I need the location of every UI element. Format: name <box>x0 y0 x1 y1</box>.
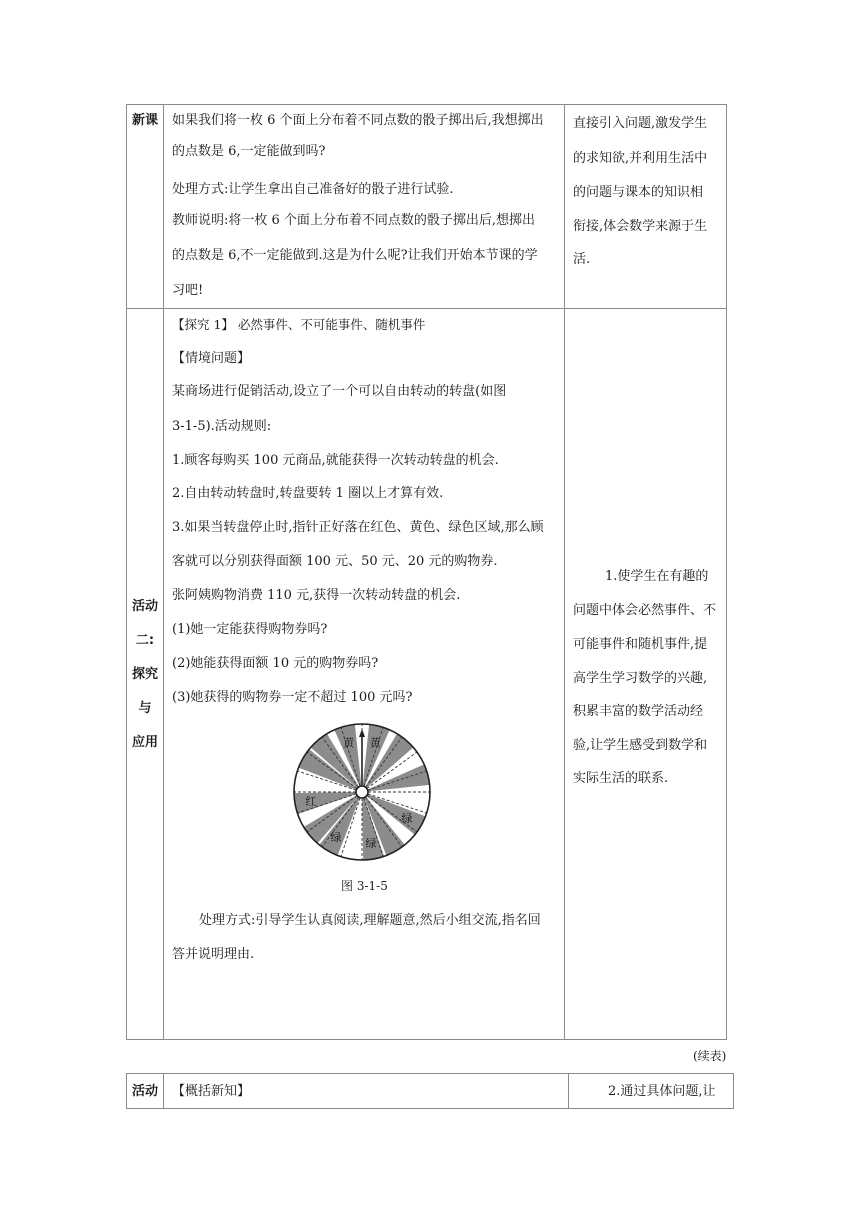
row1-line-3: 处理方式:让学生拿出自己准备好的骰子进行试验. <box>172 182 454 197</box>
row2-note-5: 积累丰富的数学活动经 <box>573 704 704 719</box>
explore-heading: 【探究 1】 必然事件、不可能事件、随机事件 <box>172 317 426 332</box>
row2-line-3: 1.顾客每购买 100 元商品,就能获得一次转动转盘的机会. <box>172 453 499 468</box>
table-border-right <box>726 104 727 1040</box>
scenario-heading: 【情境问题】 <box>172 351 251 366</box>
spinner-label-green: 绿 <box>365 837 377 851</box>
row2-line-7: 张阿姨购物消费 110 元,获得一次转动转盘的机会. <box>172 588 461 603</box>
spinner-label-green: 绿 <box>401 812 413 825</box>
row1-line-2: 的点数是 6,一定能做到吗? <box>172 144 326 159</box>
continued-label: (续表) <box>693 1049 727 1063</box>
row2-label-line: 与 <box>138 701 152 716</box>
row3-note: 2.通过具体问题,让 <box>608 1084 716 1099</box>
spinner-pointer-head <box>359 729 365 737</box>
table-col-divider-2 <box>564 104 565 1040</box>
row1-line-4: 教师说明:将一枚 6 个面上分布着不同点数的骰子掷出后,想掷出 <box>172 213 536 228</box>
method-line-2: 答并说明理由. <box>172 947 255 962</box>
table2-col-divider-2 <box>568 1073 569 1109</box>
table-row-divider <box>126 308 727 309</box>
row2-label-line: 应用 <box>131 735 158 750</box>
spinner-label-yellow: 黄 <box>343 736 355 750</box>
table2-border-right <box>733 1073 734 1109</box>
table-border-left <box>126 104 127 1040</box>
row2-note-3: 可能事件和随机事件,提 <box>573 637 708 652</box>
question-3: (3)她获得的购物券一定不超过 100 元吗? <box>172 690 413 705</box>
row2-line-2: 3-1-5).活动规则: <box>172 419 272 434</box>
row2-line-5: 3.如果当转盘停止时,指针正好落在红色、黄色、绿色区域,那么顾 <box>172 520 544 535</box>
question-2: (2)她能获得面额 10 元的购物券吗? <box>172 656 379 671</box>
spinner-hub <box>356 786 368 798</box>
table2-col-divider-1 <box>163 1073 164 1109</box>
row1-line-5: 的点数是 6,不一定能做到.这是为什么呢?让我们开始本节课的学 <box>172 248 538 263</box>
row2-note-1: 1.使学生在有趣的 <box>605 569 709 584</box>
spinner-label-yellow: 黄 <box>369 736 381 750</box>
row1-note-4: 衔接,体会数学来源于生 <box>573 219 708 234</box>
row1-note-1: 直接引入问题,激发学生 <box>573 116 708 131</box>
summary-heading: 【概括新知】 <box>172 1084 251 1099</box>
row2-label-line: 活动 <box>131 599 158 614</box>
row2-note-2: 问题中体会必然事件、不 <box>573 603 717 618</box>
table2-border-top <box>126 1073 734 1074</box>
method-line-1: 处理方式:引导学生认真阅读,理解题意,然后小组交流,指名回 <box>199 913 541 928</box>
row1-line-6: 习吧! <box>172 283 204 298</box>
row2-line-4: 2.自由转动转盘时,转盘要转 1 圈以上才算有效. <box>172 486 444 501</box>
row1-line-1: 如果我们将一枚 6 个面上分布着不同点数的骰子掷出后,我想掷出 <box>172 113 544 128</box>
row1-note-3: 的问题与课本的知识相 <box>573 185 704 200</box>
spinner-label-red: 红 <box>305 795 317 809</box>
row1-label: 新课 <box>131 113 158 128</box>
question-1: (1)她一定能获得购物券吗? <box>172 622 328 637</box>
spinner-figure <box>288 721 436 864</box>
row1-note-5: 活. <box>573 252 591 267</box>
row2-label-line: 探究 <box>131 667 158 682</box>
row2-line-6: 客就可以分别获得面额 100 元、50 元、20 元的购物券. <box>172 554 498 569</box>
table-col-divider-1 <box>163 104 164 1040</box>
figure-caption: 图 3-1-5 <box>341 879 388 893</box>
row2-note-4: 高学生学习数学的兴趣, <box>573 671 708 686</box>
spinner-label-green: 绿 <box>330 831 342 845</box>
row2-line-1: 某商场进行促销活动,设立了一个可以自由转动的转盘(如图 <box>172 384 507 399</box>
table-border-bottom <box>126 1039 727 1040</box>
row3-label: 活动 <box>131 1084 158 1099</box>
table2-border-bottom <box>126 1108 734 1109</box>
row2-note-6: 验,让学生感受到数学和 <box>573 738 708 753</box>
row2-label-line: 二: <box>135 633 155 648</box>
table-border-top <box>126 104 727 105</box>
row2-note-7: 实际生活的联系. <box>573 771 669 786</box>
row1-note-2: 的求知欲,并利用生活中 <box>573 151 708 166</box>
